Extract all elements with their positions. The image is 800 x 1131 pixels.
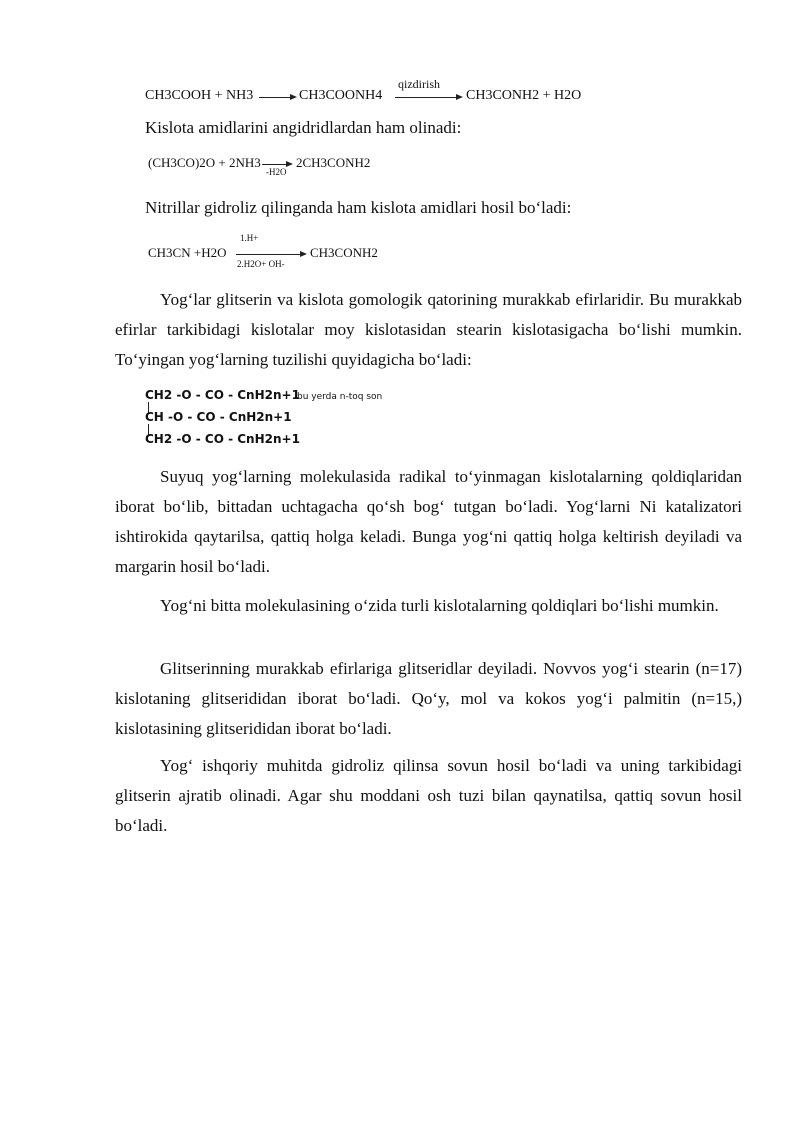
eq1-arrow2-head bbox=[456, 94, 463, 100]
eq2-products: 2CH3CONH2 bbox=[296, 155, 371, 170]
paragraph-soap: Yogʻ ishqoriy muhitda gidroliz qilinsa sovun hosil boʻladi va uning tarkibidagi glitserin ajratib olinadi. Agar shu moddani osh tuzi bilan qaynatilsa, qattiq sovun hosil boʻladi. bbox=[115, 756, 742, 835]
paragraph-liquid-fats: Suyuq yogʻlarning molekulasida radikal toʻyinmagan kislotalarning qoldiqlaridan iborat boʻlib, bittadan uchtagacha qoʻsh bogʻ tutgan boʻladi. Yogʻlarni Ni katalizatori ishtirokida qaytarilsa, qattiq holga keladi. Bunga yogʻni qattiq holga keltirish deyiladi va margarin hosil boʻladi. bbox=[115, 467, 742, 576]
eq3-arrow-line bbox=[236, 254, 302, 255]
paragraph-mixed-residues: Yogʻni bitta molekulasining oʻzida turli kislotalarning qoldiqlari boʻlishi mumkin. bbox=[160, 596, 719, 615]
formula-line-1: CH2 -O - CO - CnH2n+1 bbox=[145, 388, 300, 402]
eq1-products: CH3CONH2 + H2O bbox=[466, 88, 582, 103]
paragraph-anhydride-intro: Kislota amidlarini angidridlardan ham olinadi: bbox=[145, 118, 462, 137]
formula-line-2: CH -O - CO - CnH2n+1 bbox=[145, 410, 292, 424]
eq2-arrow-head bbox=[286, 161, 293, 167]
eq2-condition: -H2O bbox=[266, 167, 287, 177]
eq3-products: CH3CONH2 bbox=[310, 245, 378, 260]
paragraph-nitrile-intro: Nitrillar gidroliz qilinganda ham kislota amidlari hosil boʻladi: bbox=[145, 198, 572, 217]
eq3-arrow-head bbox=[300, 251, 307, 257]
eq1-arrow2-line bbox=[395, 97, 457, 98]
paragraph-fats-definition: Yogʻlar glitserin va kislota gomologik qatorining murakkab efirlaridir. Bu murakkab efirlar tarkibidagi kislotalar moy kislotasidan stearin kislotasigacha boʻlishi mumkin. Toʻyingan yogʻlarning tuzilishi quyidagicha boʻladi: bbox=[115, 290, 742, 369]
paragraph-glycerides: Glitserinning murakkab efirlariga glitseridlar deyiladi. Novvos yogʻi stearin (n=17) kislotaning glitserididan iborat boʻladi. Qoʻy, mol va kokos yogʻi palmitin (n=15,) kislotasining glitserididan iborat boʻladi. bbox=[115, 659, 742, 738]
eq1-arrow-line bbox=[259, 97, 291, 98]
eq1-condition: qizdirish bbox=[398, 77, 440, 91]
eq3-condition-below: 2.H2O+ OH- bbox=[237, 259, 285, 269]
formula-note: bu yerda n-toq son bbox=[297, 392, 383, 402]
eq3-reactants: CH3CN +H2O bbox=[148, 245, 227, 260]
eq2-reactants: (CH3CO)2O + 2NH3 bbox=[148, 155, 261, 170]
eq1-reactants: CH3COOH + NH3 bbox=[145, 88, 254, 103]
eq1-intermediate: CH3COONH4 bbox=[299, 88, 383, 103]
formula-line-3: CH2 -O - CO - CnH2n+1 bbox=[145, 432, 300, 446]
eq3-condition-above: 1.H+ bbox=[240, 233, 259, 243]
eq1-arrow-head bbox=[290, 94, 297, 100]
eq2-arrow-line bbox=[262, 164, 288, 165]
